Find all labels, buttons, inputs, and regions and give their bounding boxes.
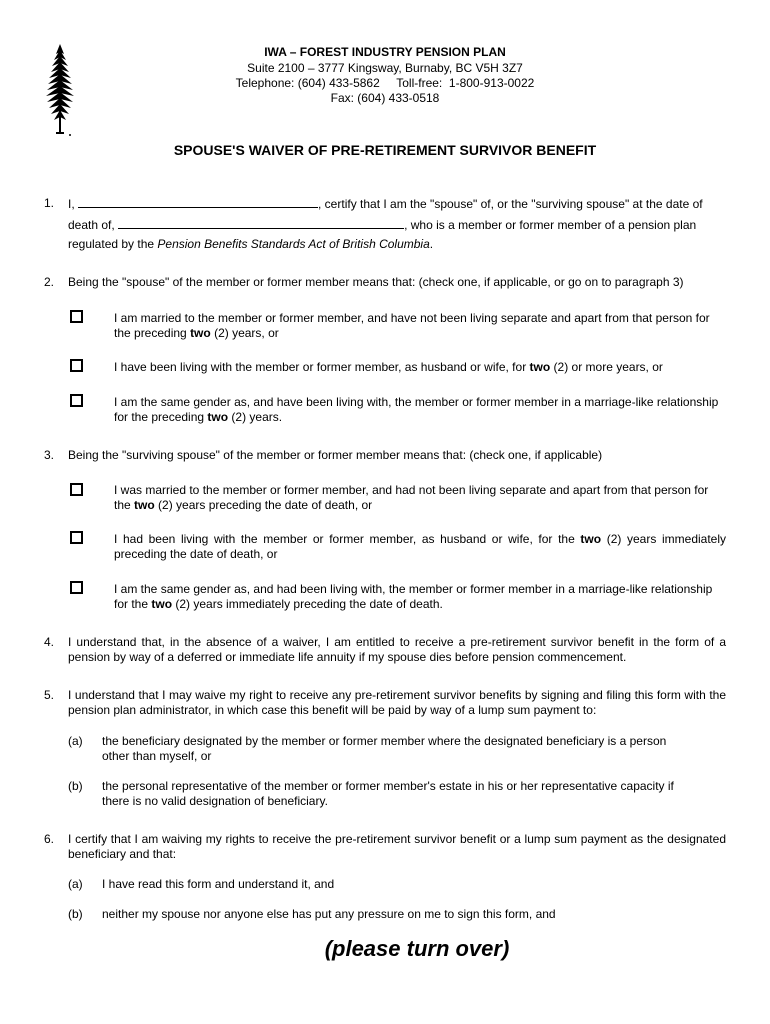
option-3-1-bold: two <box>134 498 155 512</box>
option-2-1 <box>114 311 726 341</box>
option-3-1 <box>114 483 726 513</box>
option-2-1-text-a: I am married to the member or former member, and have not been living separate and apart from that person for the preceding <box>114 311 710 340</box>
section-2-intro: Being the "spouse" of the member or former member means that: (check one, if applicable, or go on to paragraph 3) <box>68 275 684 289</box>
checkbox-3-1[interactable] <box>70 483 83 496</box>
section-6-b-label: (b) <box>68 907 83 921</box>
section-6-text: I certify that I am waiving my rights to receive the pre-retirement survivor benefit or a lump sum payment as the designated beneficiary and that: <box>68 832 726 861</box>
section-1-text-c: death of, <box>68 218 115 232</box>
section-1-line-1 <box>68 196 726 212</box>
org-name: IWA – FOREST INDUSTRY PENSION PLAN <box>264 45 506 59</box>
section-5-text: I understand that I may waive my right to receive any pre-retirement survivor benefits by signing and filing this form with the pension plan administrator, in which case this benefit will be paid by way of a lump sum payment to: <box>68 688 726 717</box>
org-phone: Telephone: (604) 433-5862 Toll-free: 1-800-913-0022 <box>235 76 535 90</box>
section-4-text: I understand that, in the absence of a waiver, I am entitled to receive a pre-retirement survivor benefit in the form of a pension by way of a deferred or immediate life annuity if my spouse dies before pension commencement. <box>68 635 726 664</box>
option-3-2-text-c: (2) years immediately preceding the date of death, or <box>114 532 727 561</box>
spouse-name-field[interactable] <box>78 196 318 208</box>
section-1-text-a: I, <box>68 197 75 211</box>
org-fax: Fax: (604) 433-0518 <box>330 91 440 105</box>
option-2-2-text-a: I have been living with the member or former member, as husband or wife, for <box>114 360 530 374</box>
tree-logo-icon <box>40 42 80 140</box>
option-2-3 <box>114 395 726 425</box>
section-1-text-d: , who is a member or former member of a pension plan <box>404 218 697 232</box>
checkbox-2-3[interactable] <box>70 394 83 407</box>
checkbox-2-1[interactable] <box>70 310 83 323</box>
option-2-3-text-c: (2) years. <box>228 410 283 424</box>
option-3-2 <box>114 532 726 562</box>
option-3-2-bold: two <box>580 532 602 546</box>
section-4-number: 4. <box>44 635 55 649</box>
option-3-2-text-a: I had been living with the member or former member, as husband or wife, for the <box>114 532 581 546</box>
section-1-number: 1. <box>44 196 55 210</box>
section-1-text-f: . <box>429 237 434 251</box>
section-1-line-3 <box>68 237 726 252</box>
please-turn-over: (please turn over) <box>324 936 510 961</box>
section-3-intro: Being the "surviving spouse" of the member or former member means that: (check one, if applicable) <box>68 448 603 462</box>
section-5-b-label: (b) <box>68 779 83 793</box>
section-6-number: 6. <box>44 832 55 846</box>
section-3-number: 3. <box>44 448 55 462</box>
option-2-3-bold: two <box>207 410 229 424</box>
section-1-text-e: regulated by the <box>68 237 158 251</box>
org-address: Suite 2100 – 3777 Kingsway, Burnaby, BC V5H 3Z7 <box>247 61 523 75</box>
option-3-3 <box>114 582 726 612</box>
checkbox-3-2[interactable] <box>70 531 83 544</box>
section-5-b-text: the personal representative of the member or former member's estate in his or her representative capacity if there is no valid designation of beneficiary. <box>102 779 674 808</box>
section-6-a-text: I have read this form and understand it, and <box>102 877 335 891</box>
section-2-number: 2. <box>44 275 55 289</box>
option-2-2 <box>114 360 726 375</box>
option-3-3-text-a: I am the same gender as, and had been living with, the member or former member in a marriage-like relationship for the <box>114 582 713 611</box>
option-2-1-text-c: (2) years, or <box>210 326 279 340</box>
section-6-b-text: neither my spouse nor anyone else has put any pressure on me to sign this form, and <box>102 907 556 921</box>
option-2-2-text-c: (2) or more years, or <box>550 360 663 374</box>
option-3-1-text-c: (2) years preceding the date of death, or <box>154 498 373 512</box>
section-5-number: 5. <box>44 688 55 702</box>
form-title: SPOUSE'S WAIVER OF PRE-RETIREMENT SURVIVOR BENEFIT <box>173 142 597 158</box>
act-name: Pension Benefits Standards Act of British Columbia <box>157 237 430 251</box>
section-6-a-label: (a) <box>68 877 83 891</box>
section-5-a-text: the beneficiary designated by the member or former member where the designated beneficiary is a person other than myself, or <box>102 734 667 763</box>
option-2-1-bold: two <box>190 326 211 340</box>
option-3-3-text-c: (2) years immediately preceding the date of death. <box>172 597 443 611</box>
option-3-3-bold: two <box>151 597 173 611</box>
section-1-line-2 <box>68 217 726 233</box>
checkbox-2-2[interactable] <box>70 359 83 372</box>
option-2-2-bold: two <box>529 360 551 374</box>
checkbox-3-3[interactable] <box>70 581 83 594</box>
section-5-a-label: (a) <box>68 734 83 748</box>
member-name-field[interactable] <box>118 217 404 229</box>
section-1-text-b: , certify that I am the "spouse" of, or the "surviving spouse" at the date of <box>318 197 703 211</box>
option-3-1-text-a: I was married to the member or former member, and had not been living separate and apart from that person for the <box>114 483 709 512</box>
option-2-3-text-a: I am the same gender as, and have been living with, the member or former member in a marriage-like relationship for the preceding <box>114 395 719 424</box>
